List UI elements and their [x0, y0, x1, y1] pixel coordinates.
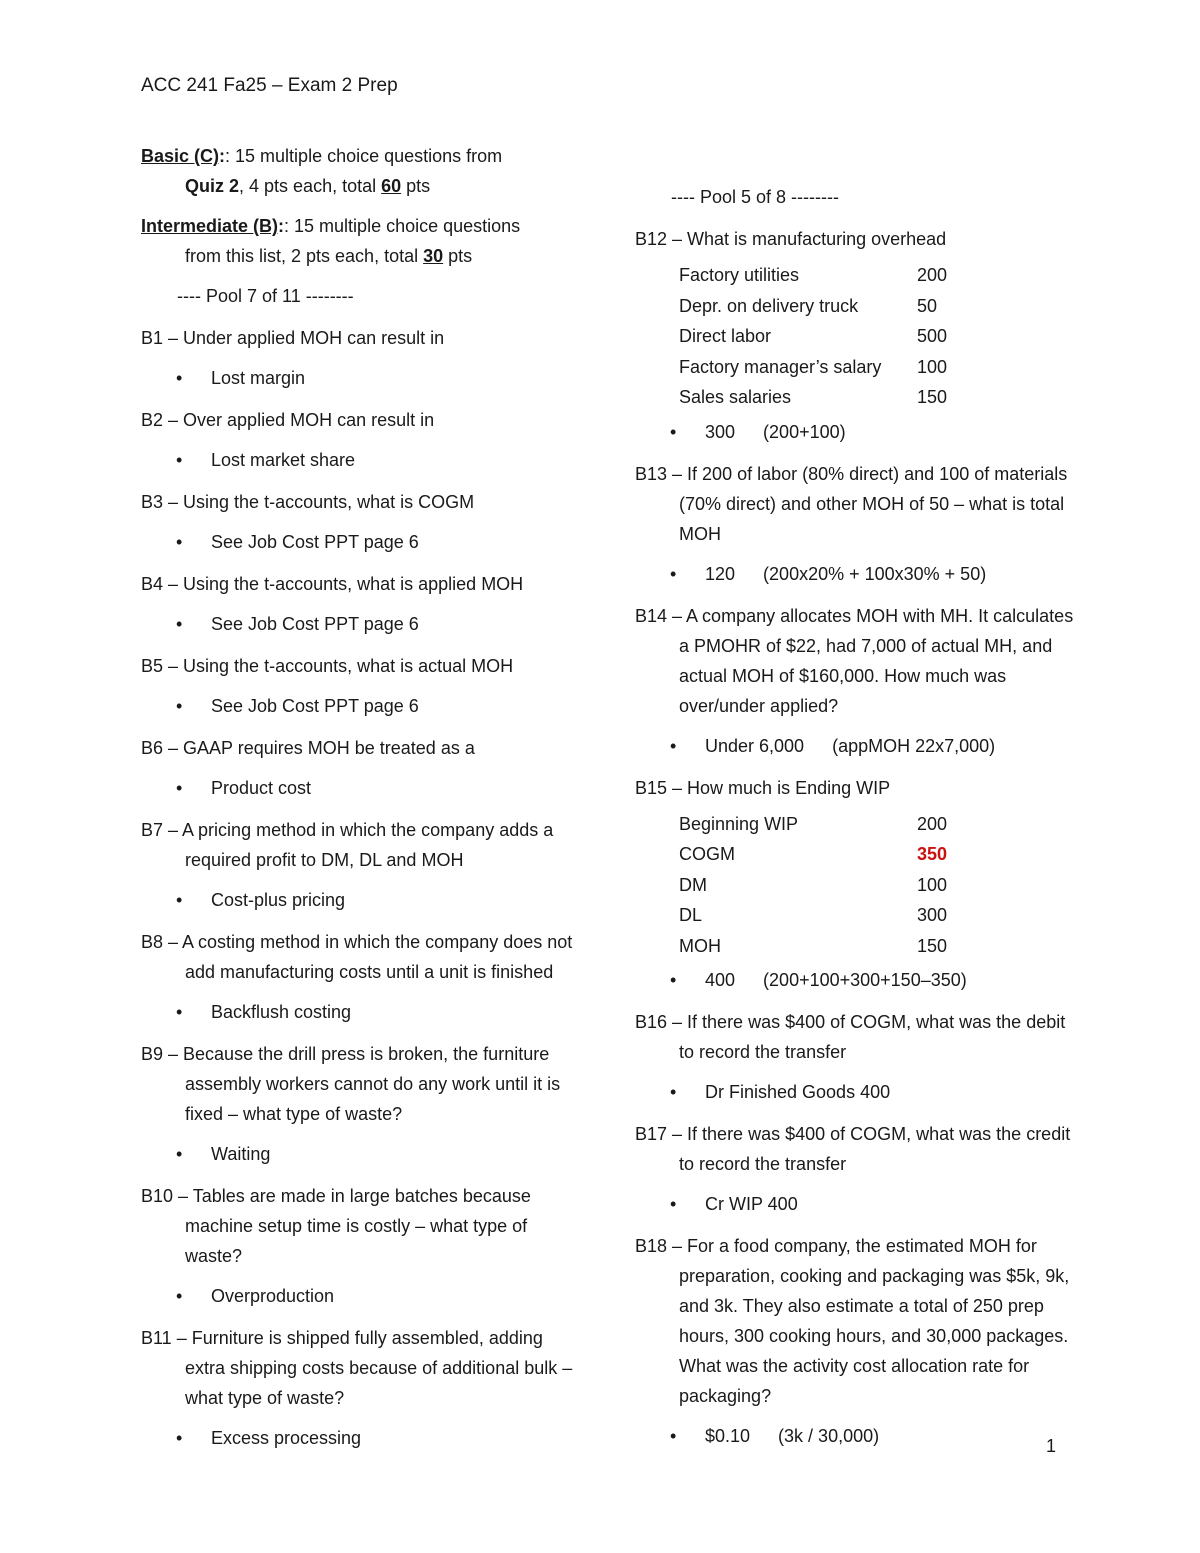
- bullet-icon: •: [176, 532, 183, 552]
- page-title: ACC 241 Fa25 – Exam 2 Prep: [141, 75, 398, 96]
- answer-calc: (200+100+300+150–350): [763, 970, 967, 990]
- row-value: 300: [917, 905, 948, 926]
- answer-item: [141, 691, 581, 721]
- question-item: B2 – Over applied MOH can result in: [141, 410, 435, 430]
- question-b15: B15 – How much is Ending WIP: [635, 777, 891, 798]
- bullet-icon: •: [670, 1426, 677, 1446]
- basic-line2: , 4 pts each, total: [239, 176, 382, 196]
- row-label: Factory manager’s salary: [679, 356, 882, 377]
- left-column: [141, 141, 581, 1465]
- question-item: B7 – A pricing method in which the company adds a required profit to DM, DL and MOH: [141, 820, 554, 870]
- question-b16: B16 – If there was $400 of COGM, what was the debit to record the transfer: [635, 1012, 1066, 1062]
- basic-section-intro: Basic (C):: 15 multiple choice questions from Quiz 2, 4 pts each, total 60 pts: [141, 146, 503, 196]
- table-row: [679, 382, 947, 413]
- row-value: 150: [917, 387, 948, 408]
- table-row: [679, 291, 947, 322]
- question-b14: B14 – A company allocates MOH with MH. It calculates a PMOHR of $22, had 7,000 of actual MH, and actual MOH of $160,000. How much was over/under applied?: [635, 605, 1074, 716]
- row-label: DM: [679, 874, 707, 895]
- bullet-icon: •: [670, 1082, 677, 1102]
- bullet-icon: •: [176, 1286, 183, 1306]
- row-label: Beginning WIP: [679, 813, 799, 834]
- question-item: B5 – Using the t-accounts, what is actual MOH: [141, 656, 514, 676]
- question-b18: B18 – For a food company, the estimated MOH for preparation, cooking and packaging was $5k, 9k, and 3k. They also estimate a total of 250 prep hours, 300 cooking hours, and 30,000 packages. What was the activity cost allocation rate for packaging?: [635, 1236, 1070, 1406]
- question-item: B3 – Using the t-accounts, what is COGM: [141, 492, 475, 512]
- answer-item: [141, 1139, 581, 1169]
- bullet-icon: •: [670, 735, 677, 756]
- answer-value: See Job Cost PPT page 6: [211, 614, 419, 634]
- answer-value: Overproduction: [211, 1286, 335, 1306]
- intermediate-line2: from this list, 2 pts each, total: [185, 246, 424, 266]
- question-item: B11 – Furniture is shipped fully assembled, adding extra shipping costs because of additional bulk – what type of waste?: [141, 1328, 573, 1408]
- bullet-icon: •: [176, 778, 183, 798]
- table-row: [679, 900, 947, 931]
- table-row: [679, 260, 947, 291]
- answer-value: $0.10: [705, 1426, 751, 1446]
- bullet-icon: •: [670, 563, 677, 584]
- row-label: Depr. on delivery truck: [679, 295, 859, 316]
- answer-value: Lost margin: [211, 368, 306, 388]
- answer-item: [141, 609, 581, 639]
- right-column: [635, 182, 1075, 1463]
- answer-value: Under 6,000: [705, 735, 805, 756]
- row-value: 200: [917, 265, 948, 286]
- answer-calc: (appMOH 22x7,000): [832, 735, 996, 756]
- basic-points: 60: [381, 176, 402, 196]
- table-row: [679, 839, 947, 870]
- pool-header: ---- Pool 7 of 11 --------: [177, 286, 354, 306]
- row-label: Direct labor: [679, 326, 772, 347]
- basic-pts-suffix: pts: [401, 176, 431, 196]
- row-value: 200: [917, 813, 948, 834]
- answer-item: [141, 1423, 581, 1453]
- row-value: 150: [917, 935, 948, 956]
- table-row: [679, 352, 947, 383]
- row-value: 350: [917, 844, 948, 865]
- question-b17: B17 – If there was $400 of COGM, what was the credit to record the transfer: [635, 1124, 1071, 1174]
- row-value: 100: [917, 356, 948, 377]
- bullet-icon: •: [176, 1002, 183, 1022]
- question-item: B1 – Under applied MOH can result in: [141, 328, 445, 348]
- answer-item: [141, 445, 581, 475]
- answer-calc: (200x20% + 100x30% + 50): [763, 563, 987, 584]
- bullet-icon: •: [670, 421, 677, 442]
- answer-item: [141, 885, 581, 915]
- answer-item: [141, 1281, 581, 1311]
- bullet-icon: •: [670, 1194, 677, 1214]
- answer-b17: [635, 1189, 1075, 1219]
- row-value: 500: [917, 326, 948, 347]
- question-item: B8 – A costing method in which the company does not add manufacturing costs until a unit is finished: [141, 932, 573, 982]
- answer-b18: [635, 1421, 1075, 1451]
- bullet-icon: •: [176, 368, 183, 388]
- intermediate-line1: : 15 multiple choice questions: [284, 216, 521, 236]
- bullet-icon: •: [176, 1428, 183, 1448]
- answer-value: 120: [705, 563, 736, 584]
- question-list: [141, 323, 581, 1453]
- answer-item: [141, 997, 581, 1027]
- question-b13: B13 – If 200 of labor (80% direct) and 100 of materials (70% direct) and other MOH of 50 – what is total MOH: [635, 463, 1068, 544]
- bullet-icon: •: [176, 614, 183, 634]
- answer-value: Cr WIP 400: [705, 1194, 798, 1214]
- bullet-icon: •: [670, 970, 677, 990]
- intermediate-label: Intermediate (B): [141, 216, 279, 236]
- pool-header: ---- Pool 5 of 8 --------: [671, 187, 839, 207]
- quiz-label: Quiz 2: [185, 176, 240, 196]
- answer-b16: [635, 1077, 1075, 1107]
- answer-value: 400: [705, 970, 736, 990]
- basic-label: Basic (C): [141, 146, 220, 166]
- bullet-icon: •: [176, 696, 183, 716]
- row-value: 50: [917, 295, 938, 316]
- row-value: 100: [917, 874, 948, 895]
- row-label: Sales salaries: [679, 387, 792, 408]
- table-row: [679, 931, 947, 962]
- question-item: B4 – Using the t-accounts, what is applied MOH: [141, 574, 524, 594]
- answer-value: Backflush costing: [211, 1002, 352, 1022]
- answer-b13: [635, 559, 1075, 589]
- question-item: B6 – GAAP requires MOH be treated as a: [141, 738, 475, 758]
- answer-value: Lost market share: [211, 450, 356, 470]
- answer-value: Waiting: [211, 1144, 271, 1164]
- table-row: [679, 809, 947, 840]
- question-item: B9 – Because the drill press is broken, the furniture assembly workers cannot do any work until it is fixed – what type of waste?: [141, 1044, 561, 1124]
- answer-item: [141, 527, 581, 557]
- answer-b12: [635, 417, 1075, 447]
- row-label: MOH: [679, 935, 721, 956]
- answer-value: Excess processing: [211, 1428, 362, 1448]
- answer-value: Product cost: [211, 778, 312, 798]
- row-label: COGM: [679, 844, 735, 865]
- bullet-icon: •: [176, 1144, 183, 1164]
- answer-value: Cost-plus pricing: [211, 890, 346, 910]
- b12-table: [679, 260, 947, 413]
- intermediate-pts-suffix: pts: [443, 246, 473, 266]
- b15-table: [679, 809, 947, 962]
- table-row: [679, 321, 947, 352]
- answer-calc: (3k / 30,000): [778, 1426, 880, 1446]
- answer-value: Dr Finished Goods 400: [705, 1082, 891, 1102]
- question-item: B10 – Tables are made in large batches because machine setup time is costly – what type of waste?: [141, 1186, 531, 1266]
- answer-item: [141, 363, 581, 393]
- row-label: DL: [679, 905, 703, 926]
- page-number: 1: [1046, 1436, 1057, 1456]
- answer-item: [141, 773, 581, 803]
- bullet-icon: •: [176, 450, 183, 470]
- answer-value: See Job Cost PPT page 6: [211, 532, 419, 552]
- answer-b15: [635, 965, 1075, 995]
- bullet-icon: •: [176, 890, 183, 910]
- answer-value: See Job Cost PPT page 6: [211, 696, 419, 716]
- answer-value: 300: [705, 421, 736, 442]
- table-row: [679, 870, 947, 901]
- answer-calc: (200+100): [763, 421, 846, 442]
- question-b12: B12 – What is manufacturing overhead: [635, 229, 947, 249]
- answer-b14: [635, 731, 1075, 761]
- intermediate-section-intro: Intermediate (B):: 15 multiple choice questions from this list, 2 pts each, total 30 pts: [141, 216, 521, 266]
- row-label: Factory utilities: [679, 265, 800, 286]
- basic-line1: : 15 multiple choice questions from: [225, 146, 503, 166]
- intermediate-points: 30: [423, 246, 444, 266]
